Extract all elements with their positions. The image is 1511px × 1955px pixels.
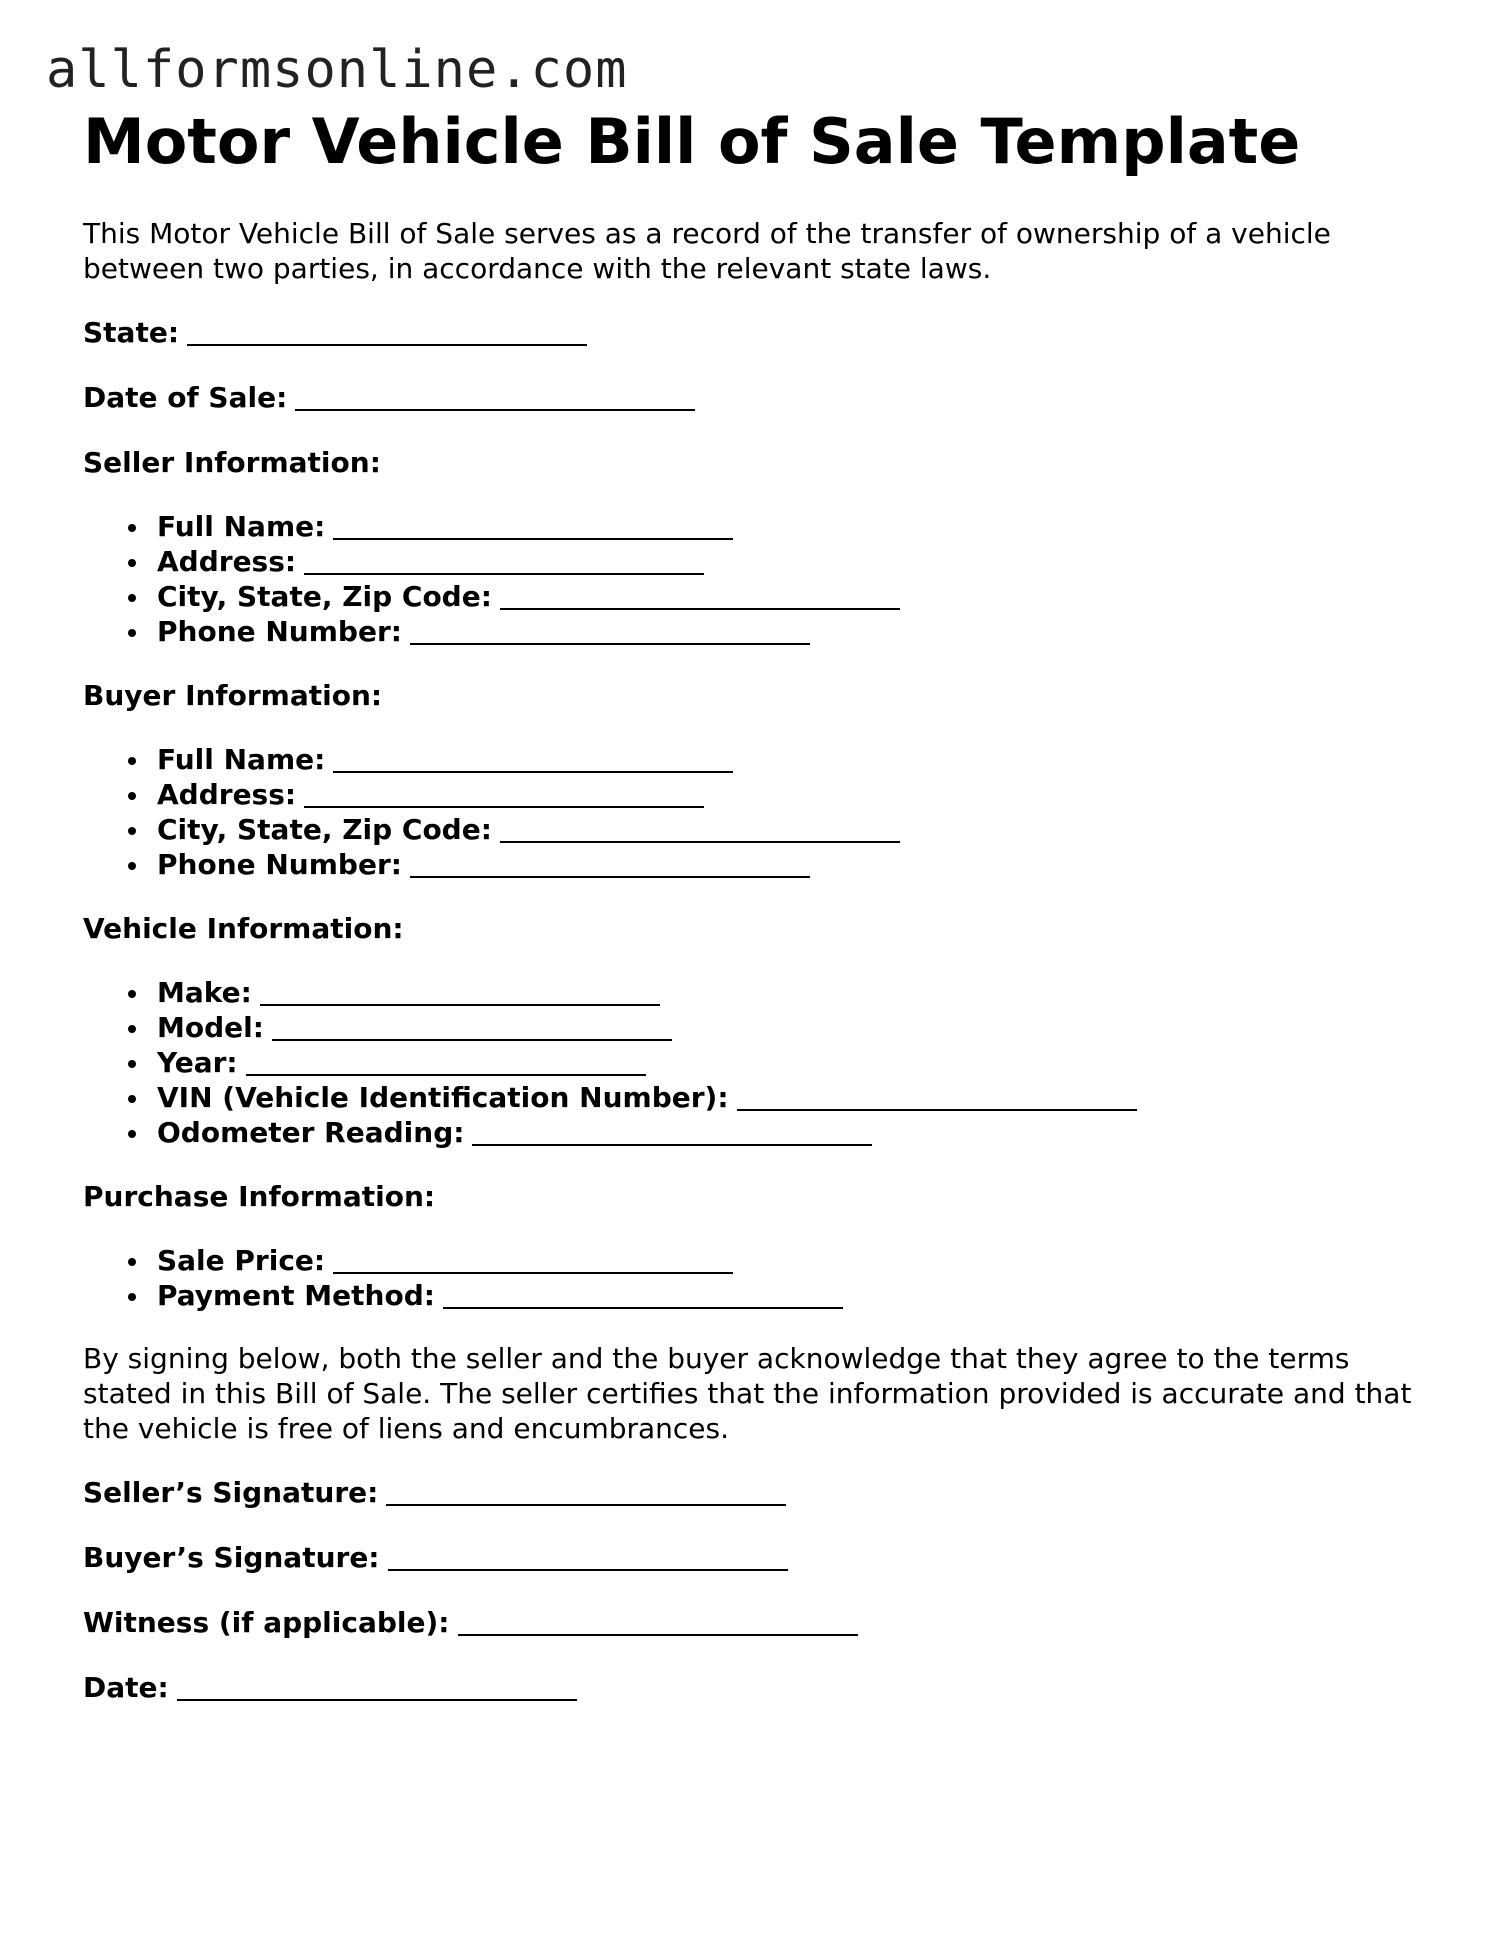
date-of-sale-blank[interactable]	[295, 381, 695, 411]
buyer-address-label: Address:	[157, 778, 297, 811]
signature-date-label: Date:	[83, 1671, 169, 1704]
vehicle-odometer-item	[157, 1115, 1423, 1150]
buyer-city-state-zip-blank[interactable]	[500, 813, 900, 843]
seller-city-state-zip-item	[157, 579, 1423, 614]
payment-method-item	[157, 1278, 1423, 1313]
date-of-sale-field	[83, 379, 1423, 416]
date-of-sale-label: Date of Sale:	[83, 381, 288, 414]
document	[83, 104, 1423, 1706]
vehicle-vin-item	[157, 1080, 1423, 1115]
buyer-phone-blank[interactable]	[410, 848, 810, 878]
buyer-full-name-label: Full Name:	[157, 743, 326, 776]
seller-signature-label: Seller’s Signature:	[83, 1476, 379, 1509]
vehicle-year-blank[interactable]	[246, 1046, 646, 1076]
seller-phone-label: Phone Number:	[157, 615, 402, 648]
signature-date-field	[83, 1669, 1423, 1706]
vehicle-year-item	[157, 1045, 1423, 1080]
seller-list	[83, 509, 1423, 649]
payment-method-blank[interactable]	[443, 1279, 843, 1309]
seller-full-name-blank[interactable]	[333, 510, 733, 540]
vehicle-vin-blank[interactable]	[737, 1081, 1137, 1111]
seller-signature-blank[interactable]	[386, 1476, 786, 1506]
vehicle-make-blank[interactable]	[260, 976, 660, 1006]
buyer-phone-item	[157, 847, 1423, 882]
buyer-full-name-item	[157, 742, 1423, 777]
witness-label: Witness (if applicable):	[83, 1606, 450, 1639]
buyer-city-state-zip-item	[157, 812, 1423, 847]
vehicle-model-blank[interactable]	[272, 1011, 672, 1041]
buyer-address-item	[157, 777, 1423, 812]
purchase-heading: Purchase Information:	[83, 1180, 436, 1213]
buyer-city-state-zip-label: City, State, Zip Code:	[157, 813, 492, 846]
seller-phone-item	[157, 614, 1423, 649]
vehicle-make-label: Make:	[157, 976, 252, 1009]
state-field	[83, 314, 1423, 351]
vehicle-odometer-label: Odometer Reading:	[157, 1116, 465, 1149]
seller-city-state-zip-label: City, State, Zip Code:	[157, 580, 492, 613]
seller-address-item	[157, 544, 1423, 579]
intro-paragraph: This Motor Vehicle Bill of Sale serves as a record of the transfer of ownership of a vehicle between two parties, in accordance with the relevant state laws.	[83, 217, 1331, 285]
buyer-signature-blank[interactable]	[388, 1541, 788, 1571]
seller-heading: Seller Information:	[83, 446, 381, 479]
buyer-heading: Buyer Information:	[83, 679, 383, 712]
vehicle-vin-label: VIN (Vehicle Identification Number):	[157, 1081, 729, 1114]
vehicle-make-item	[157, 975, 1423, 1010]
buyer-signature-field	[83, 1539, 1423, 1576]
vehicle-odometer-blank[interactable]	[472, 1116, 872, 1146]
seller-address-blank[interactable]	[304, 545, 704, 575]
buyer-list	[83, 742, 1423, 882]
vehicle-year-label: Year:	[157, 1046, 238, 1079]
buyer-phone-label: Phone Number:	[157, 848, 402, 881]
buyer-signature-label: Buyer’s Signature:	[83, 1541, 380, 1574]
watermark: allformsonline.com	[46, 40, 628, 100]
vehicle-heading: Vehicle Information:	[83, 912, 404, 945]
state-label: State:	[83, 316, 180, 349]
buyer-full-name-blank[interactable]	[333, 743, 733, 773]
payment-method-label: Payment Method:	[157, 1279, 435, 1312]
seller-phone-blank[interactable]	[410, 615, 810, 645]
seller-full-name-label: Full Name:	[157, 510, 326, 543]
vehicle-list	[83, 975, 1423, 1150]
vehicle-model-item	[157, 1010, 1423, 1045]
sale-price-blank[interactable]	[333, 1244, 733, 1274]
seller-city-state-zip-blank[interactable]	[500, 580, 900, 610]
state-blank[interactable]	[187, 316, 587, 346]
witness-field	[83, 1604, 1423, 1641]
closing-paragraph: By signing below, both the seller and the buyer acknowledge that they agree to the terms stated in this Bill of Sale. The seller certifies that the information provided is accurate and that the vehicle is free of liens and encumbrances.	[83, 1342, 1412, 1445]
seller-full-name-item	[157, 509, 1423, 544]
page-title: Motor Vehicle Bill of Sale Template	[83, 105, 1301, 178]
seller-address-label: Address:	[157, 545, 297, 578]
sale-price-label: Sale Price:	[157, 1244, 326, 1277]
sale-price-item	[157, 1243, 1423, 1278]
witness-blank[interactable]	[458, 1606, 858, 1636]
buyer-address-blank[interactable]	[304, 778, 704, 808]
purchase-list	[83, 1243, 1423, 1313]
signature-date-blank[interactable]	[177, 1671, 577, 1701]
seller-signature-field	[83, 1474, 1423, 1511]
vehicle-model-label: Model:	[157, 1011, 264, 1044]
